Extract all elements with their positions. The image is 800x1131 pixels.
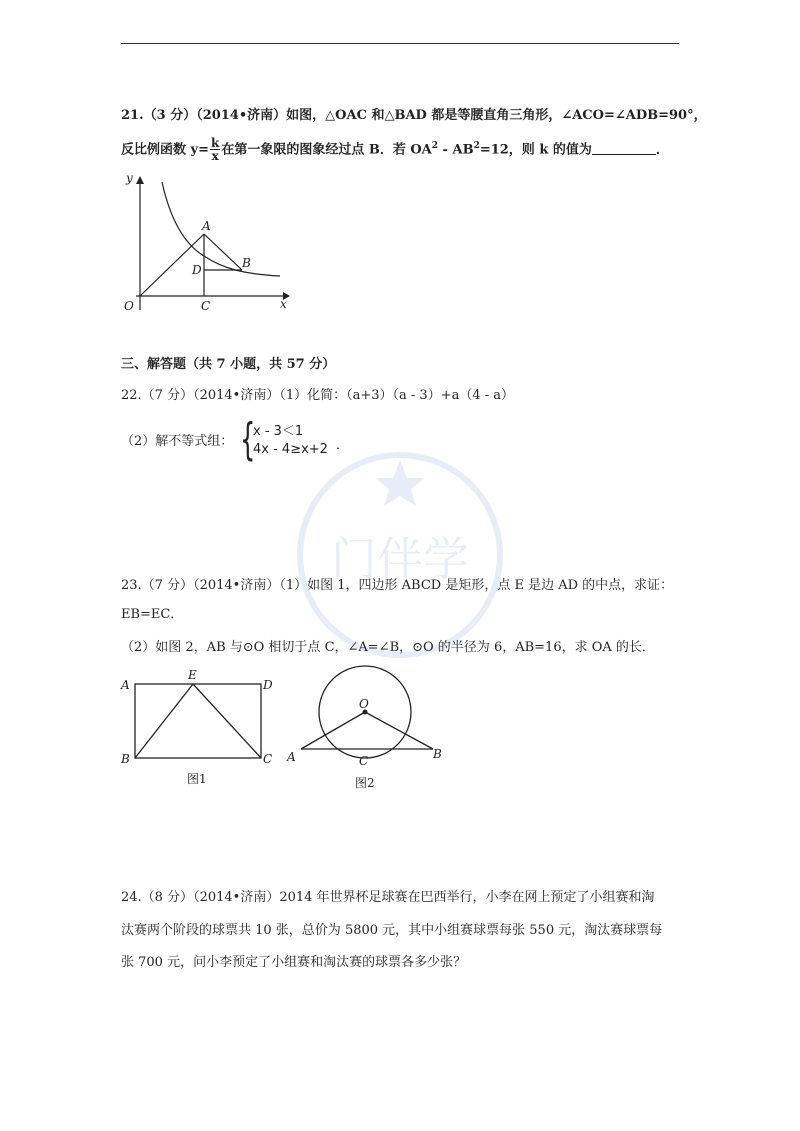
q21-line2-a: 反比例函数 y= — [121, 142, 209, 158]
segment-EB — [135, 684, 193, 758]
q22-line2: （2）解不等式组： — [121, 434, 234, 449]
section-3-heading: 三、解答题（共 7 小题，共 57 分） — [121, 357, 336, 372]
inequality-1: x - 3＜1 — [253, 424, 304, 439]
inequality-2: 4x - 4≥x+2 — [253, 442, 328, 457]
q24-line3: 张 700 元，问小李预定了小组赛和淘汰赛的球票各多少张？ — [121, 955, 467, 970]
label-x: x — [280, 297, 287, 311]
answer-blank — [592, 140, 656, 155]
q23-line3: （2）如图 2，AB 与⊙O 相切于点 C，∠A=∠B，⊙O 的半径为 6，AB=16，求 OA 的长． — [121, 640, 655, 655]
label-C: C — [201, 299, 211, 313]
left-brace: { — [240, 414, 256, 465]
q21-line2 — [121, 136, 669, 162]
y-axis-arrow — [136, 176, 144, 184]
q24-line1: 24.（8 分）（2014•济南）2014 年世界杯足球赛在巴西举行，小李在网上预定了小组赛和淘 — [121, 890, 655, 905]
watermark-logo — [285, 440, 515, 670]
fig2-label-A: A — [287, 750, 296, 764]
label-D: D — [192, 263, 202, 277]
fig1-caption: 图1 — [187, 772, 207, 786]
fig2-caption: 图2 — [355, 776, 375, 790]
q21-figure — [118, 170, 298, 320]
q21-line2-c: - AB — [438, 142, 474, 158]
fig2-label-C: C — [359, 754, 369, 768]
q23-line1: 23.（7 分）（2014•济南）（1）如图 1，四边形 ABCD 是矩形，点 E 是边 AD 的中点，求证： — [121, 578, 674, 593]
k-over-x-fraction — [210, 137, 220, 162]
label-O: O — [124, 299, 134, 313]
fig1-label-B: B — [121, 752, 130, 766]
segment-AB — [204, 234, 242, 270]
q21-sup1: 2 — [431, 141, 439, 151]
hyperbola-curve — [162, 182, 280, 276]
label-y: y — [126, 171, 133, 185]
q21-line2-d: =12，则 k 的值为 — [479, 142, 592, 158]
fig1-label-E: E — [188, 668, 197, 682]
q21-line2-end: ． — [655, 142, 669, 158]
frac-denominator: x — [211, 149, 219, 164]
segment-OA — [301, 712, 365, 749]
watermark-text: 门伴学 — [331, 532, 469, 586]
q21-sup2: 2 — [473, 141, 480, 151]
fig1-label-D: D — [263, 678, 273, 692]
label-B: B — [242, 256, 251, 270]
segment-EC — [193, 684, 261, 758]
q22-end: ． — [336, 438, 350, 453]
q24-line2: 汰赛两个阶段的球票共 10 张，总价为 5800 元，其中小组赛球票每张 550 元，淘汰赛球票每 — [121, 923, 663, 938]
q23-figures — [115, 665, 455, 795]
fig2-label-B: B — [433, 747, 442, 761]
header-rule — [121, 43, 679, 44]
fig2-label-O: O — [359, 697, 369, 711]
label-A: A — [202, 219, 211, 233]
q22-line1: 22.（7 分）（2014•济南）（1）化简：（a+3）（a - 3）+a（4 - a） — [121, 388, 515, 403]
q21-line2-b: 在第一象限的图象经过点 B．若 OA — [221, 142, 432, 158]
frac-numerator: k — [210, 136, 220, 151]
q23-line2: EB=EC． — [121, 607, 184, 622]
rectangle-ABCD — [135, 684, 261, 758]
fig1-label-A: A — [121, 678, 130, 692]
fig1-label-C: C — [263, 752, 273, 766]
q21-line1: 21.（3 分）（2014•济南）如图，△OAC 和△BAD 都是等腰直角三角形，∠ACO=∠ADB=90°， — [121, 108, 707, 123]
